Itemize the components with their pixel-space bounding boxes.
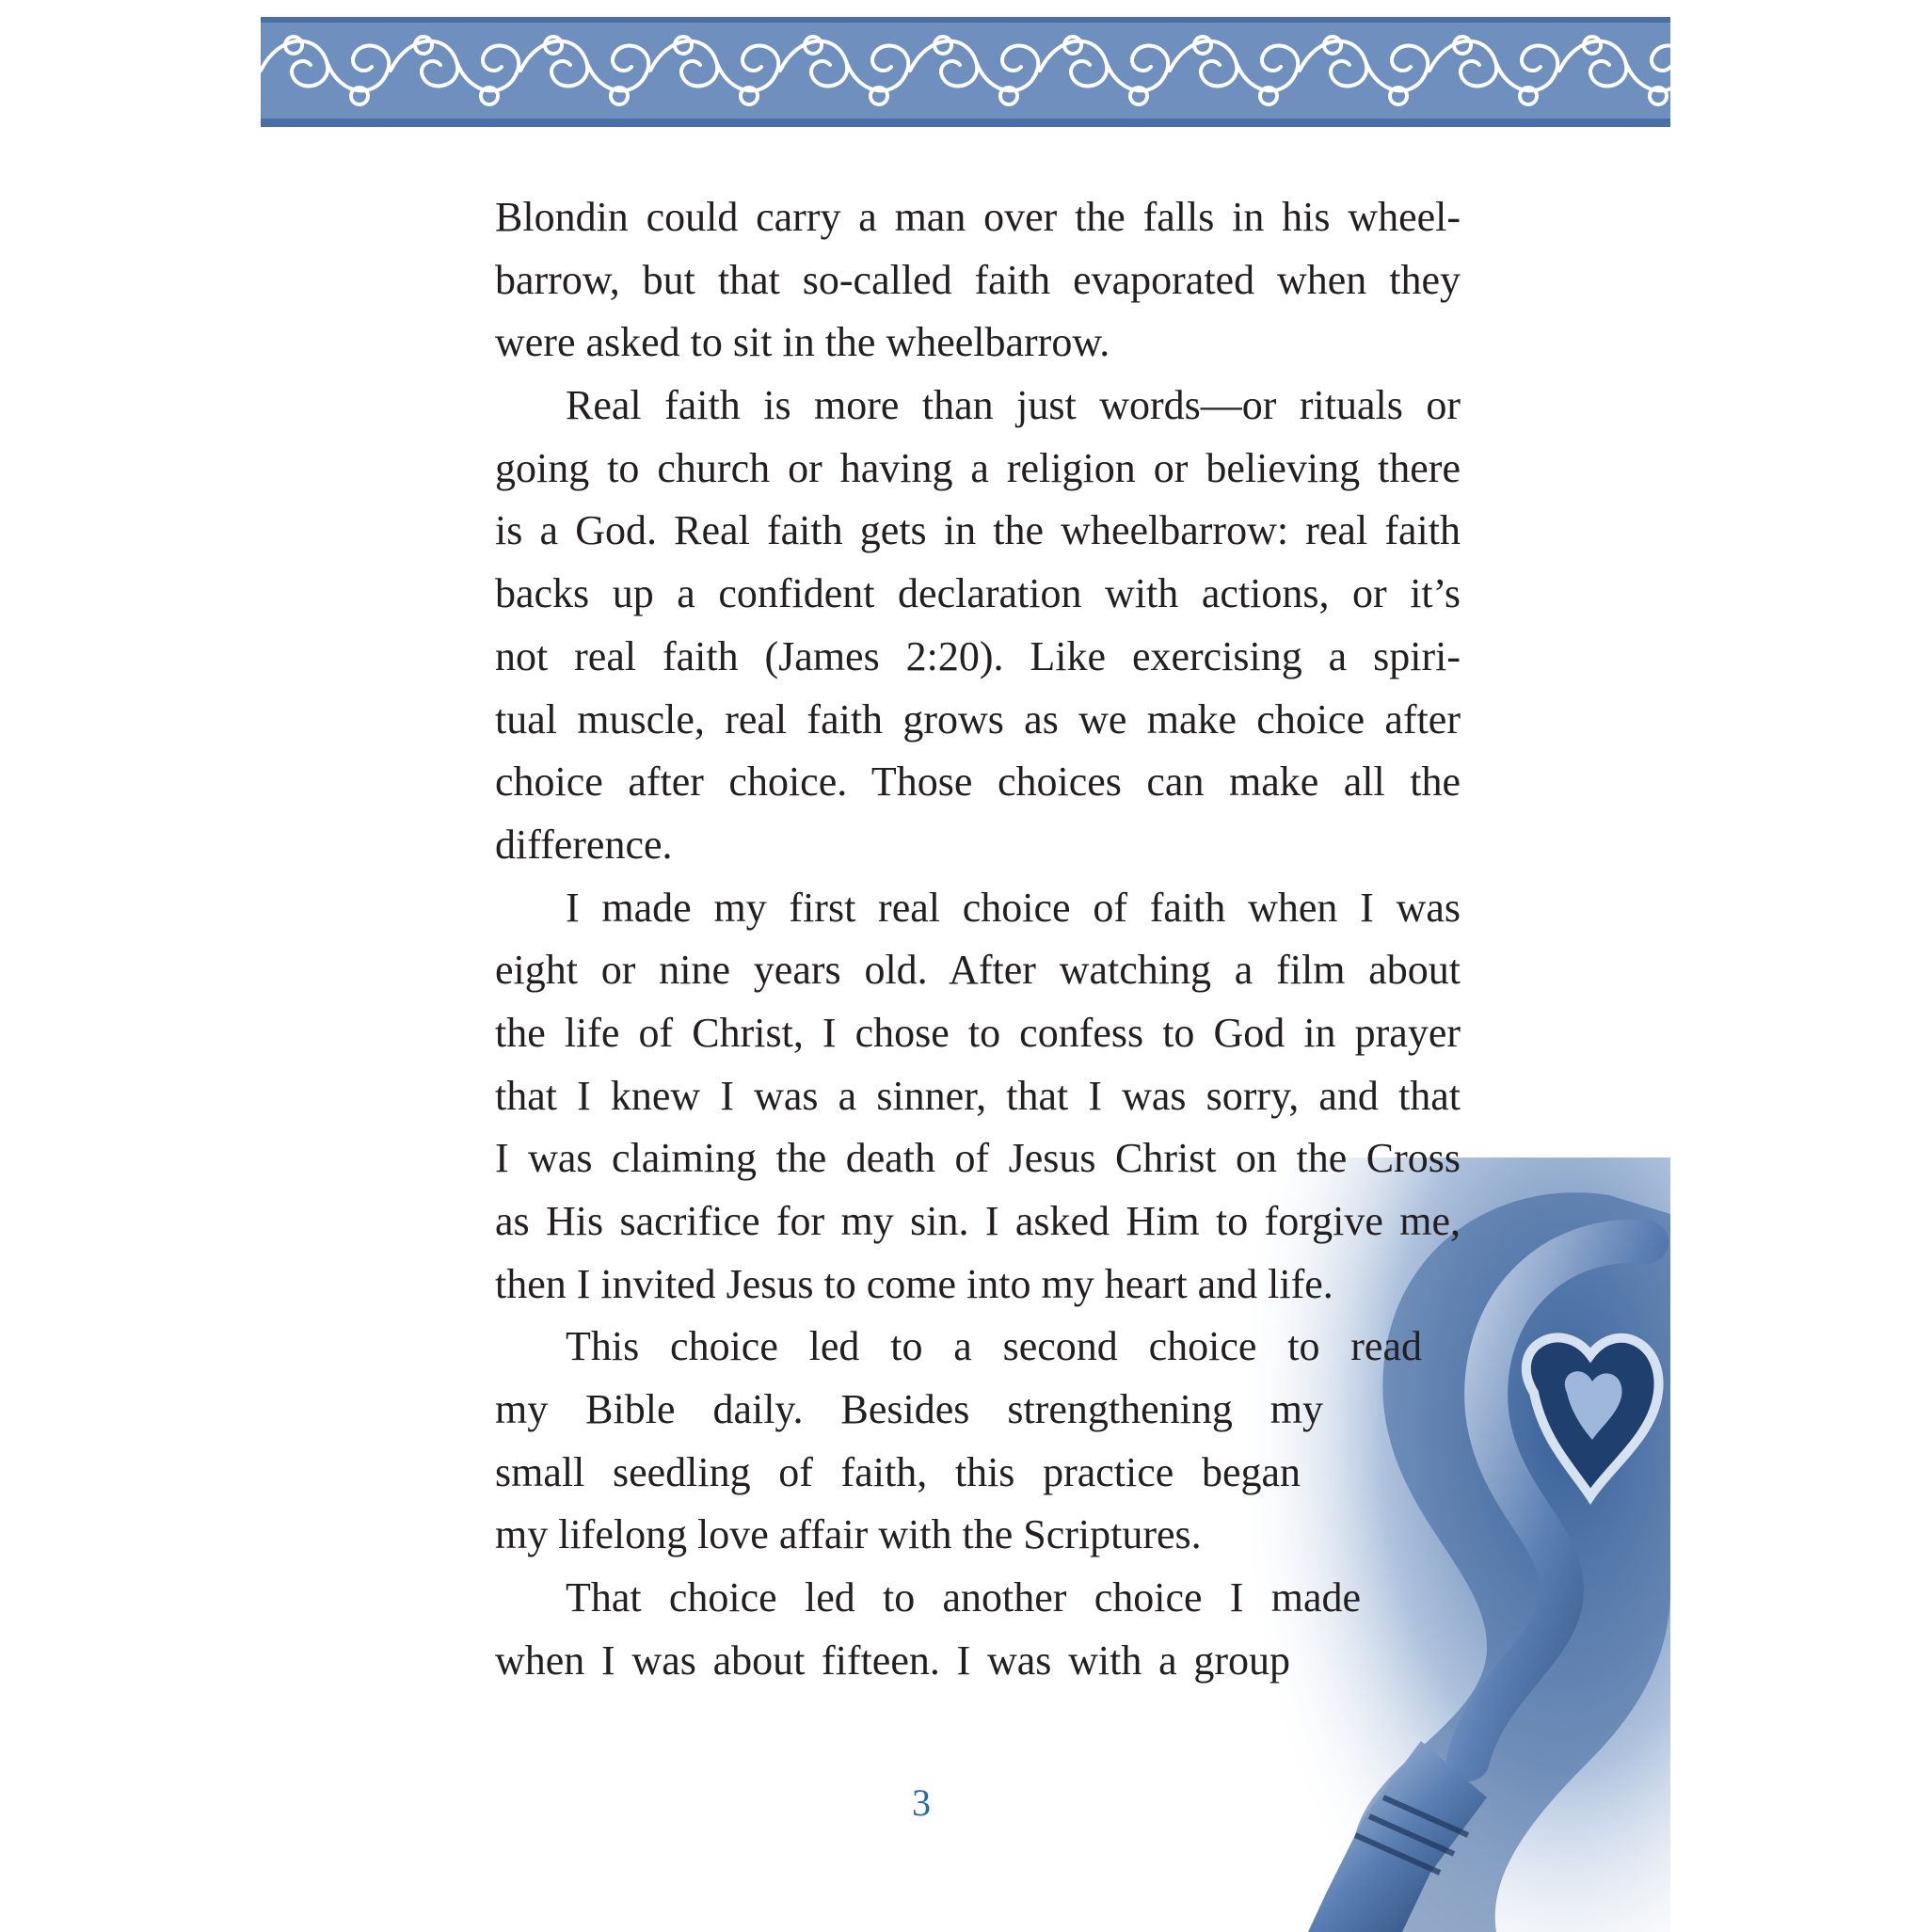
text-line: tual muscle, real faith grows as we make choice after xyxy=(495,695,1461,742)
text-line: the life of Christ, I chose to confess to God in prayer xyxy=(495,1009,1461,1056)
text-line: difference. xyxy=(495,821,673,868)
text-line: Blondin could carry a man over the falls in his wheel- xyxy=(495,194,1461,240)
text-line: I was claiming the death of Jesus Christ on the Cross xyxy=(495,1135,1461,1182)
text-line: backs up a confident declaration with actions, or it’s xyxy=(495,570,1461,617)
text-line: That choice led to another choice I made xyxy=(566,1574,1361,1621)
text-line: going to church or having a religion or believing there xyxy=(495,444,1461,491)
text-line: is a God. Real faith gets in the wheelbarrow: real faith xyxy=(495,507,1461,554)
text-line: This choice led to a second choice to read xyxy=(566,1323,1422,1370)
text-line: that I knew I was a sinner, that I was sorry, and that xyxy=(495,1072,1461,1119)
text-line: Real faith is more than just words—or rituals or xyxy=(566,382,1461,429)
text-line: were asked to sit in the wheelbarrow. xyxy=(495,319,1110,366)
text-line: eight or nine years old. After watching a film about xyxy=(495,947,1461,994)
text-line: not real faith (James 2:20). Like exercising a spiri- xyxy=(495,632,1461,679)
scroll-ornament-icon xyxy=(261,17,1670,127)
text-line: I made my first real choice of faith when I was xyxy=(566,884,1461,931)
body-text xyxy=(495,186,1461,1693)
text-line: as His sacrifice for my sin. I asked Him to forgive me, xyxy=(495,1198,1461,1244)
text-line: then I invited Jesus to come into my heart and life. xyxy=(495,1260,1333,1307)
text-line: choice after choice. Those choices can make all the xyxy=(495,758,1461,806)
text-line: my Bible daily. Besides strengthening my xyxy=(495,1386,1323,1433)
ornamental-header-border xyxy=(261,17,1670,127)
page-number: 3 xyxy=(912,1781,931,1824)
text-line: small seedling of faith, this practice began xyxy=(495,1448,1301,1495)
text-line: my lifelong love affair with the Scriptures. xyxy=(495,1511,1202,1558)
text-line: barrow, but that so-called faith evaporated when they xyxy=(495,256,1461,303)
text-line: when I was about fifteen. I was with a group xyxy=(495,1637,1290,1684)
